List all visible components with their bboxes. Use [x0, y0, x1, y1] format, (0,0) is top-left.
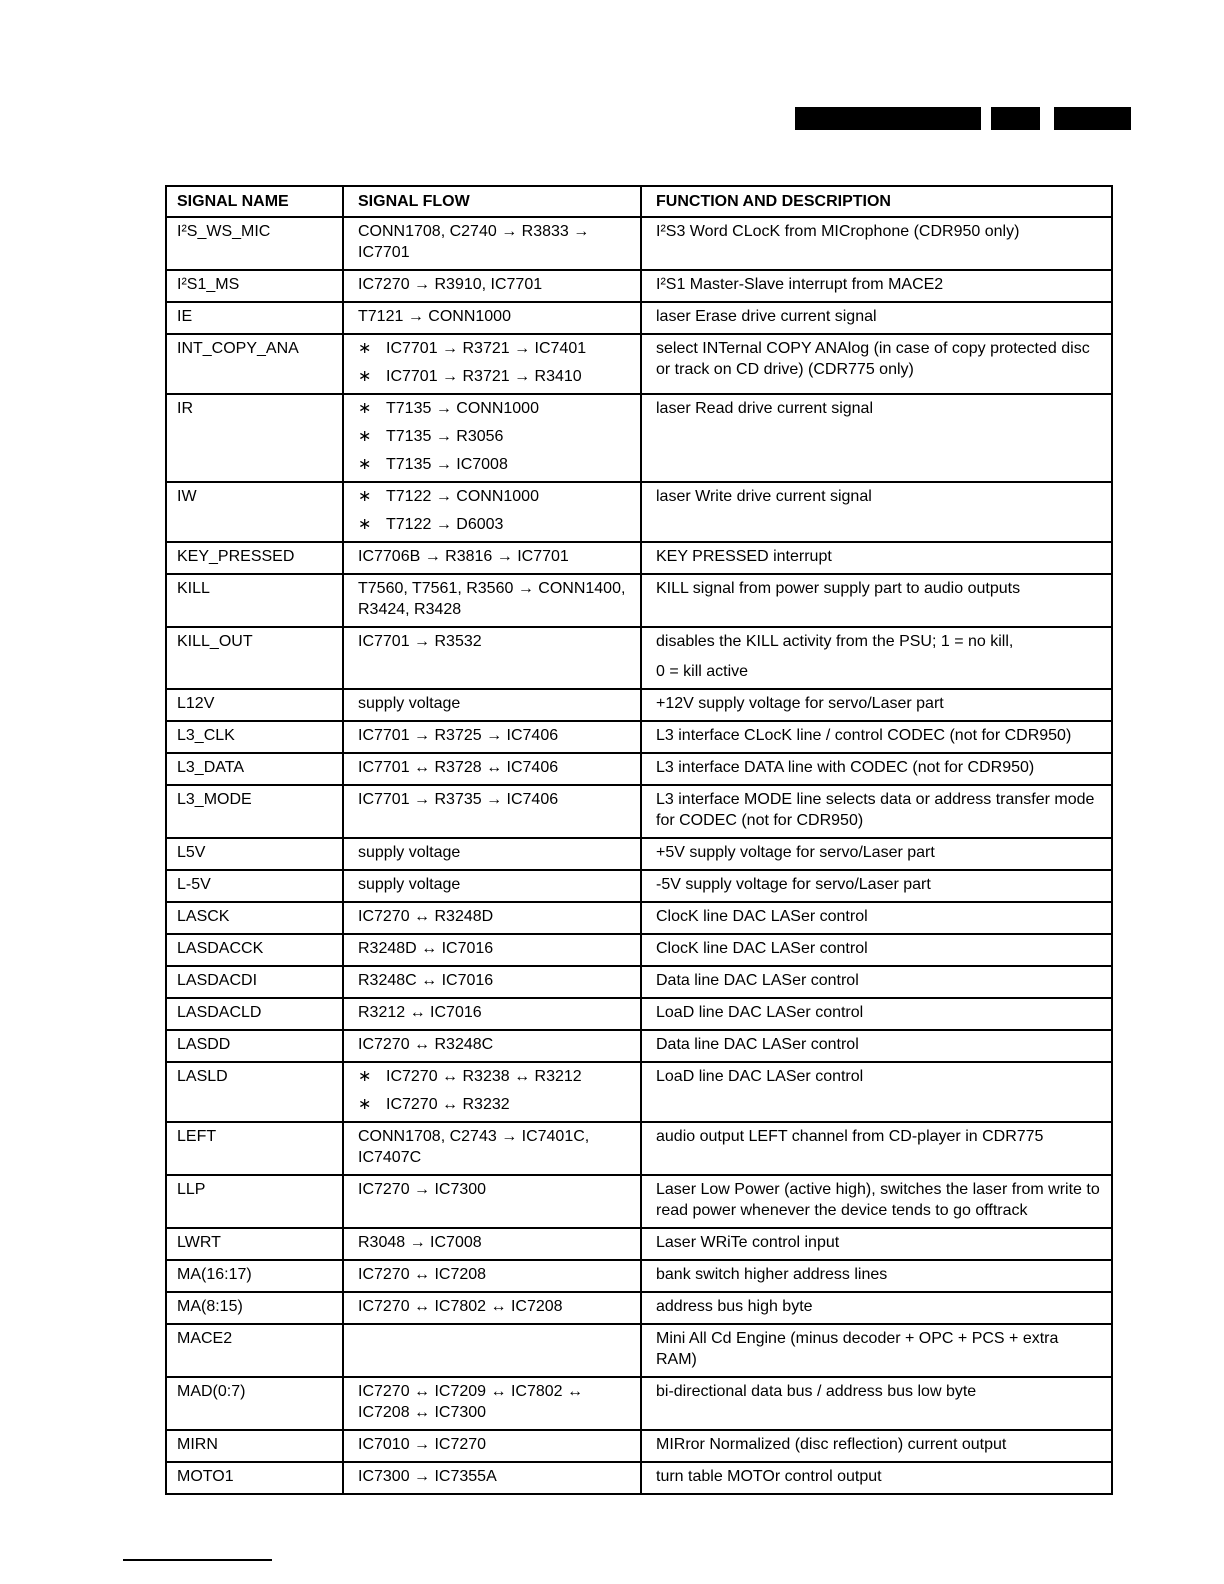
function-description-line: Mini All Cd Engine (minus decoder + OPC + PCS + extra RAM): [656, 1330, 1059, 1368]
signal-name-cell: MIRN: [166, 1430, 343, 1462]
redaction-bar: [795, 107, 981, 130]
signal-flow-cell: [343, 270, 641, 302]
function-description-cell: [641, 1122, 1112, 1175]
function-description-line: laser Read drive current signal: [656, 400, 873, 417]
signal-flow-cell: [343, 838, 641, 870]
signal-flow-line: IC7701 → R3532: [358, 633, 482, 650]
signal-flow-cell: [343, 1260, 641, 1292]
signal-flow-text: IC7701 → R3721 → IC7401: [386, 340, 587, 357]
signal-flow-cell: [343, 334, 641, 394]
signal-flow-cell: [343, 302, 641, 334]
signal-flow-cell: [343, 1122, 641, 1175]
signal-flow-line: IC7270 ↔ IC7208: [358, 1266, 487, 1283]
table-row: [166, 1122, 1112, 1175]
signal-flow-cell: [343, 966, 641, 998]
signal-flow-cell: [343, 1062, 641, 1122]
function-description-line: +12V supply voltage for servo/Laser part: [656, 695, 944, 712]
table-row: [166, 753, 1112, 785]
function-description-line: L3 interface CLocK line / control CODEC (not for CDR950): [656, 727, 1072, 744]
function-description-cell: [641, 934, 1112, 966]
table-row: [166, 1292, 1112, 1324]
signal-flow-line: [358, 1094, 632, 1115]
table-row: [166, 1062, 1112, 1122]
table-header-row: [166, 186, 1112, 217]
function-description-cell: [641, 1324, 1112, 1377]
function-description-line: +5V supply voltage for servo/Laser part: [656, 844, 935, 861]
signal-flow-line: IC7010 → IC7270: [358, 1436, 487, 1453]
function-description-cell: [641, 270, 1112, 302]
signal-name-cell: KILL: [166, 574, 343, 627]
function-description-line: 0 = kill active: [656, 663, 749, 680]
bullet-asterisk: ∗: [358, 516, 372, 533]
redaction-bar: [1054, 107, 1131, 130]
table-row: [166, 334, 1112, 394]
table-row: [166, 302, 1112, 334]
signal-name-cell: L3_DATA: [166, 753, 343, 785]
table-row: [166, 689, 1112, 721]
function-description-cell: [641, 753, 1112, 785]
signal-flow-cell: [343, 394, 641, 482]
signal-name-cell: L-5V: [166, 870, 343, 902]
function-description-line: disables the KILL activity from the PSU; 1 = no kill,: [656, 633, 1014, 650]
signal-flow-cell: [343, 870, 641, 902]
function-description-line: turn table MOTOr control output: [656, 1468, 882, 1485]
signal-name-cell: L5V: [166, 838, 343, 870]
signal-flow-line: IC7270 → IC7300: [358, 1181, 487, 1198]
bullet-asterisk: ∗: [358, 488, 372, 505]
signal-name-cell: KILL_OUT: [166, 627, 343, 689]
header-signal-name: SIGNAL NAME: [166, 186, 343, 217]
bullet-asterisk: ∗: [358, 368, 372, 385]
table-row: [166, 1377, 1112, 1430]
signal-flow-cell: [343, 1292, 641, 1324]
signal-flow-line: [358, 338, 632, 359]
signal-table-body: [166, 217, 1112, 1494]
function-description-cell: [641, 998, 1112, 1030]
function-description-cell: [641, 1228, 1112, 1260]
table-row: [166, 785, 1112, 838]
signal-name-cell: LASLD: [166, 1062, 343, 1122]
signal-flow-line: IC7701 → R3735 → IC7406: [358, 791, 559, 808]
function-description-cell: [641, 302, 1112, 334]
function-description-line: Data line DAC LASer control: [656, 1036, 859, 1053]
signal-flow-text: IC7270 ↔ R3238 ↔ R3212: [386, 1068, 582, 1085]
function-description-cell: [641, 1260, 1112, 1292]
signal-flow-cell: [343, 785, 641, 838]
function-description-line: Laser Low Power (active high), switches the laser from write to read power whenever the device tends to go offtrack: [656, 1181, 1100, 1219]
function-description-cell: [641, 1030, 1112, 1062]
function-description-cell: [641, 1175, 1112, 1228]
signal-flow-line: [358, 426, 632, 447]
function-description-line: KEY PRESSED interrupt: [656, 548, 832, 565]
table-row: [166, 627, 1112, 689]
signal-table: [165, 185, 1113, 1495]
signal-flow-line: IC7270 ↔ R3248D: [358, 908, 494, 925]
signal-flow-text: T7135 → CONN1000: [386, 400, 539, 417]
signal-name-cell: LWRT: [166, 1228, 343, 1260]
table-row: [166, 1462, 1112, 1494]
table-row: [166, 1228, 1112, 1260]
signal-flow-line: R3212 ↔ IC7016: [358, 1004, 482, 1021]
signal-flow-cell: [343, 482, 641, 542]
signal-name-cell: IR: [166, 394, 343, 482]
bullet-asterisk: ∗: [358, 1068, 372, 1085]
function-description-line: I²S3 Word CLocK from MICrophone (CDR950 only): [656, 223, 1020, 240]
signal-flow-line: CONN1708, C2740 → R3833 → IC7701: [358, 223, 590, 261]
signal-name-cell: LLP: [166, 1175, 343, 1228]
function-description-line: ClocK line DAC LASer control: [656, 940, 868, 957]
signal-flow-cell: [343, 1175, 641, 1228]
table-row: [166, 1324, 1112, 1377]
signal-name-cell: MACE2: [166, 1324, 343, 1377]
bullet-asterisk: ∗: [358, 1096, 372, 1113]
table-row: [166, 1260, 1112, 1292]
signal-flow-line: IC7270 ↔ R3248C: [358, 1036, 494, 1053]
signal-name-cell: LASDD: [166, 1030, 343, 1062]
signal-name-cell: INT_COPY_ANA: [166, 334, 343, 394]
signal-name-cell: MAD(0:7): [166, 1377, 343, 1430]
signal-flow-cell: [343, 1324, 641, 1377]
signal-name-cell: I²S_WS_MIC: [166, 217, 343, 270]
signal-flow-line: supply voltage: [358, 695, 461, 712]
function-description-line: Data line DAC LASer control: [656, 972, 859, 989]
signal-flow-cell: [343, 1377, 641, 1430]
bullet-asterisk: ∗: [358, 340, 372, 357]
function-description-cell: [641, 627, 1112, 689]
function-description-line: laser Write drive current signal: [656, 488, 872, 505]
bullet-asterisk: ∗: [358, 456, 372, 473]
signal-flow-cell: [343, 627, 641, 689]
header-signal-flow: SIGNAL FLOW: [343, 186, 641, 217]
signal-name-cell: IE: [166, 302, 343, 334]
table-row: [166, 966, 1112, 998]
signal-flow-line: IC7706B → R3816 → IC7701: [358, 548, 569, 565]
signal-flow-cell: [343, 542, 641, 574]
function-description-cell: [641, 785, 1112, 838]
table-row: [166, 270, 1112, 302]
function-description-line: LoaD line DAC LASer control: [656, 1004, 864, 1021]
signal-flow-text: T7122 → D6003: [386, 516, 504, 533]
signal-flow-text: T7135 → R3056: [386, 428, 504, 445]
signal-flow-line: R3248D ↔ IC7016: [358, 940, 494, 957]
redaction-bar: [991, 107, 1040, 130]
signal-flow-line: [358, 486, 632, 507]
function-description-cell: [641, 482, 1112, 542]
signal-name-cell: KEY_PRESSED: [166, 542, 343, 574]
signal-flow-cell: [343, 689, 641, 721]
table-row: [166, 721, 1112, 753]
signal-flow-cell: [343, 998, 641, 1030]
signal-name-cell: MA(16:17): [166, 1260, 343, 1292]
function-description-cell: [641, 394, 1112, 482]
signal-flow-line: [358, 514, 632, 535]
function-description-line: bank switch higher address lines: [656, 1266, 888, 1283]
signal-name-cell: I²S1_MS: [166, 270, 343, 302]
table-row: [166, 394, 1112, 482]
signal-flow-line: T7560, T7561, R3560 → CONN1400, R3424, R3428: [358, 580, 626, 618]
function-description-cell: [641, 334, 1112, 394]
function-description-line: L3 interface DATA line with CODEC (not for CDR950): [656, 759, 1035, 776]
signal-flow-text: IC7270 ↔ R3232: [386, 1096, 510, 1113]
table-row: [166, 574, 1112, 627]
signal-name-cell: IW: [166, 482, 343, 542]
signal-name-cell: LASDACDI: [166, 966, 343, 998]
function-description-cell: [641, 574, 1112, 627]
table-row: [166, 902, 1112, 934]
table-row: [166, 542, 1112, 574]
footer-rule: [123, 1559, 272, 1561]
signal-flow-cell: [343, 902, 641, 934]
signal-flow-line: IC7701 → R3725 → IC7406: [358, 727, 559, 744]
signal-flow-line: CONN1708, C2743 → IC7401C, IC7407C: [358, 1128, 590, 1166]
function-description-line: -5V supply voltage for servo/Laser part: [656, 876, 931, 893]
table-row: [166, 1030, 1112, 1062]
signal-flow-cell: [343, 753, 641, 785]
function-description-line: KILL signal from power supply part to audio outputs: [656, 580, 1021, 597]
function-description-cell: [641, 966, 1112, 998]
function-description-line: select INTernal COPY ANAlog (in case of copy protected disc or track on CD drive) (CDR775 only): [656, 340, 1090, 378]
signal-flow-line: supply voltage: [358, 876, 461, 893]
signal-flow-line: R3248C ↔ IC7016: [358, 972, 494, 989]
function-description-cell: [641, 870, 1112, 902]
function-description-line: ClocK line DAC LASer control: [656, 908, 868, 925]
signal-name-cell: LASDACLD: [166, 998, 343, 1030]
table-row: [166, 217, 1112, 270]
function-description-cell: [641, 542, 1112, 574]
signal-name-cell: L3_CLK: [166, 721, 343, 753]
function-description-cell: [641, 1430, 1112, 1462]
signal-name-cell: MOTO1: [166, 1462, 343, 1494]
signal-flow-line: IC7270 ↔ IC7209 ↔ IC7802 ↔ IC7208 ↔ IC7300: [358, 1383, 584, 1421]
table-row: [166, 1430, 1112, 1462]
signal-flow-cell: [343, 217, 641, 270]
signal-flow-text: IC7701 → R3721 → R3410: [386, 368, 582, 385]
signal-flow-cell: [343, 1430, 641, 1462]
signal-flow-line: [358, 454, 632, 475]
function-description-cell: [641, 902, 1112, 934]
table-row: [166, 934, 1112, 966]
signal-flow-line: T7121 → CONN1000: [358, 308, 511, 325]
table-row: [166, 482, 1112, 542]
table-row: [166, 870, 1112, 902]
function-description-cell: [641, 1462, 1112, 1494]
signal-flow-text: T7135 → IC7008: [386, 456, 508, 473]
signal-flow-line: [358, 398, 632, 419]
signal-flow-cell: [343, 574, 641, 627]
signal-flow-line: IC7270 → R3910, IC7701: [358, 276, 543, 293]
signal-flow-cell: [343, 721, 641, 753]
function-description-line: L3 interface MODE line selects data or address transfer mode for CODEC (not for CDR950): [656, 791, 1095, 829]
function-description-cell: [641, 689, 1112, 721]
signal-flow-text: T7122 → CONN1000: [386, 488, 539, 505]
function-description-line: LoaD line DAC LASer control: [656, 1068, 864, 1085]
signal-name-cell: LEFT: [166, 1122, 343, 1175]
signal-flow-line: supply voltage: [358, 844, 461, 861]
function-description-cell: [641, 721, 1112, 753]
function-description-cell: [641, 217, 1112, 270]
signal-flow-line: R3048 → IC7008: [358, 1234, 482, 1251]
table-row: [166, 1175, 1112, 1228]
header-function-description: FUNCTION AND DESCRIPTION: [641, 186, 1112, 217]
signal-name-cell: L12V: [166, 689, 343, 721]
signal-flow-line: IC7300 → IC7355A: [358, 1468, 497, 1485]
table-row: [166, 998, 1112, 1030]
signal-flow-cell: [343, 1462, 641, 1494]
function-description-cell: [641, 1062, 1112, 1122]
function-description-line: Laser WRiTe control input: [656, 1234, 840, 1251]
function-description-line: bi-directional data bus / address bus low byte: [656, 1383, 977, 1400]
signal-name-cell: MA(8:15): [166, 1292, 343, 1324]
bullet-asterisk: ∗: [358, 428, 372, 445]
function-description-cell: [641, 1377, 1112, 1430]
function-description-line: I²S1 Master-Slave interrupt from MACE2: [656, 276, 944, 293]
function-description-cell: [641, 1292, 1112, 1324]
signal-name-cell: LASCK: [166, 902, 343, 934]
signal-name-cell: L3_MODE: [166, 785, 343, 838]
signal-flow-cell: [343, 1228, 641, 1260]
signal-flow-cell: [343, 934, 641, 966]
signal-flow-line: IC7701 ↔ R3728 ↔ IC7406: [358, 759, 559, 776]
function-description-cell: [641, 838, 1112, 870]
signal-flow-line: [358, 1066, 632, 1087]
function-description-line: address bus high byte: [656, 1298, 813, 1315]
signal-flow-cell: [343, 1030, 641, 1062]
signal-flow-line: IC7270 ↔ IC7802 ↔ IC7208: [358, 1298, 563, 1315]
signal-flow-line: [358, 366, 632, 387]
function-description-line: audio output LEFT channel from CD-player in CDR775: [656, 1128, 1044, 1145]
signal-name-cell: LASDACCK: [166, 934, 343, 966]
function-description-line: laser Erase drive current signal: [656, 308, 877, 325]
table-row: [166, 838, 1112, 870]
bullet-asterisk: ∗: [358, 400, 372, 417]
function-description-line: MIRror Normalized (disc reflection) current output: [656, 1436, 1007, 1453]
